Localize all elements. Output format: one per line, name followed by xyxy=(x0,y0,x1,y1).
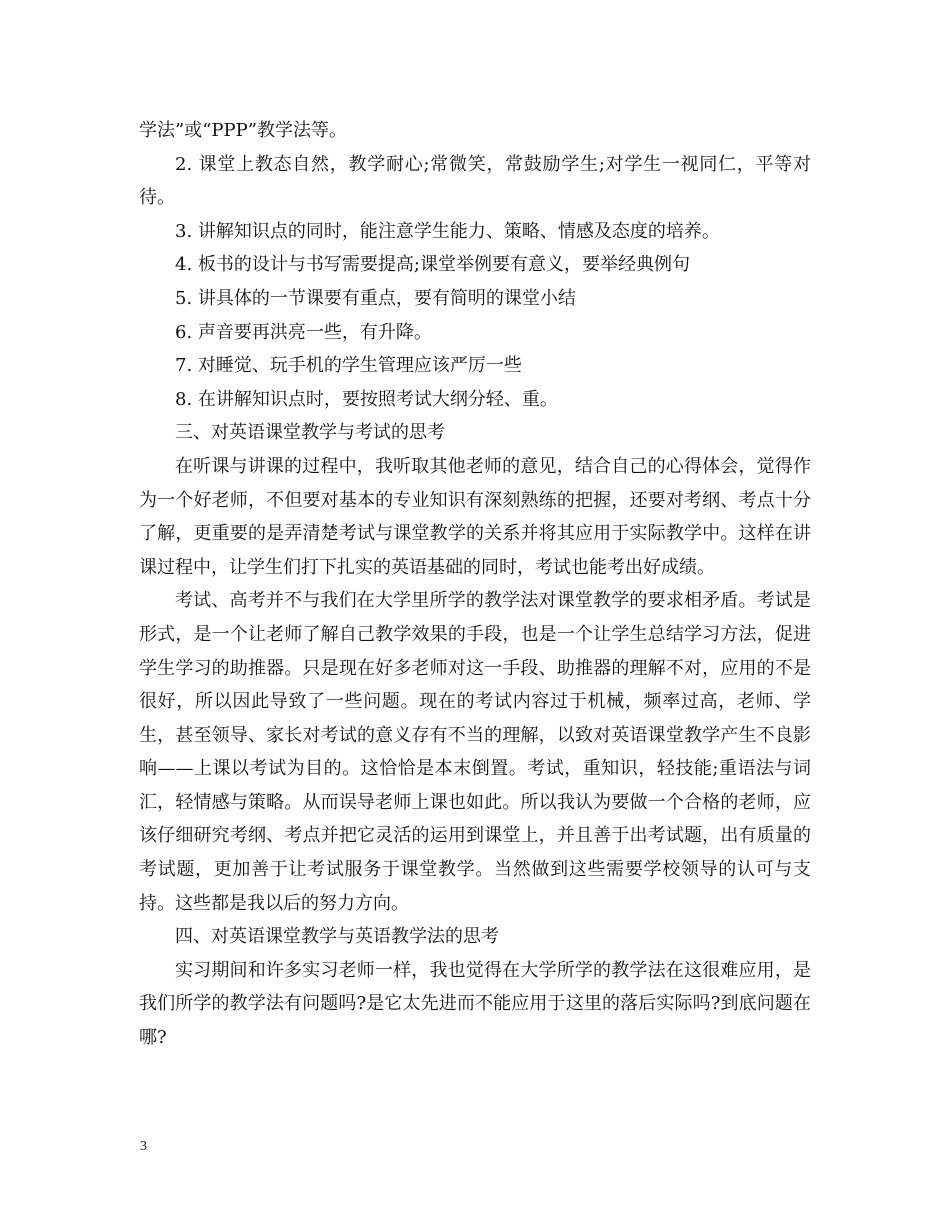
paragraph: 考试、高考并不与我们在大学里所学的教学法对课堂教学的要求相矛盾。考试是形式，是一个让老师了解自己教学效果的手段，也是一个让学生总结学习方法，促进学生学习的助推器。只是现在好多老师对这一手段、助推器的理解不对，应用的不是很好，所以因此导致了一些问题。现在的考试内容过于机械，频率过高，老师、学生，甚至领导、家长对考试的意义存有不当的理解，以致对英语课堂教学产生不良影响——上课以考试为目的。这恰恰是本末倒置。考试，重知识，轻技能;重语法与词汇，轻情感与策略。从而误导老师上课也如此。所以我认为要做一个合格的老师，应该仔细研究考纲、考点并把它灵活的运用到课堂上，并且善于出考试题，出有质量的考试题，更加善于让考试服务于课堂教学。当然做到这些需要学校领导的认可与支持。这些都是我以后的努力方向。 xyxy=(139,590,811,914)
paragraph: 实习期间和许多实习老师一样，我也觉得在大学所学的教学法在这很难应用，是我们所学的教学法有问题吗?是它太先进而不能应用于这里的落后实际吗?到底问题在哪? xyxy=(139,959,811,1049)
paragraph: 在听课与讲课的过程中，我听取其他老师的意见，结合自己的心得体会，觉得作为一个好老师，不但要对基本的专业知识有深刻熟练的把握，还要对考纲、考点十分了解，更重要的是弄清楚考试与课堂教学的关系并将其应用于实际教学中。这样在讲课过程中，让学生们打下扎实的英语基础的同时，考试也能考出好成绩。 xyxy=(139,455,811,578)
section-heading-3: 三、对英语课堂教学与考试的思考 xyxy=(175,422,445,444)
list-item-4: 4. 板书的设计与书写需要提高;课堂举例要有意义，要举经典例句 xyxy=(175,254,690,276)
list-item-8: 8. 在讲解知识点时，要按照考试大纲分轻、重。 xyxy=(175,388,558,410)
list-item-2: 2. 课堂上教态自然，教学耐心;常微笑，常鼓励学生;对学生一视同仁，平等对待。 xyxy=(139,153,811,209)
paragraph-continuation: 学法”或“PPP”教学法等。 xyxy=(139,120,347,141)
list-item-5: 5. 讲具体的一节课要有重点，要有简明的课堂小结 xyxy=(175,287,576,309)
section-heading-4: 四、对英语课堂教学与英语教学法的思考 xyxy=(175,926,499,948)
page-number: 3 xyxy=(140,1139,147,1154)
list-item-3: 3. 讲解知识点的同时，能注意学生能力、策略、情感及态度的培养。 xyxy=(175,220,720,242)
document-body xyxy=(139,114,811,1055)
list-item-6: 6. 声音要再洪亮一些，有升降。 xyxy=(175,321,432,343)
list-item-7: 7. 对睡觉、玩手机的学生管理应该严厉一些 xyxy=(175,355,522,377)
